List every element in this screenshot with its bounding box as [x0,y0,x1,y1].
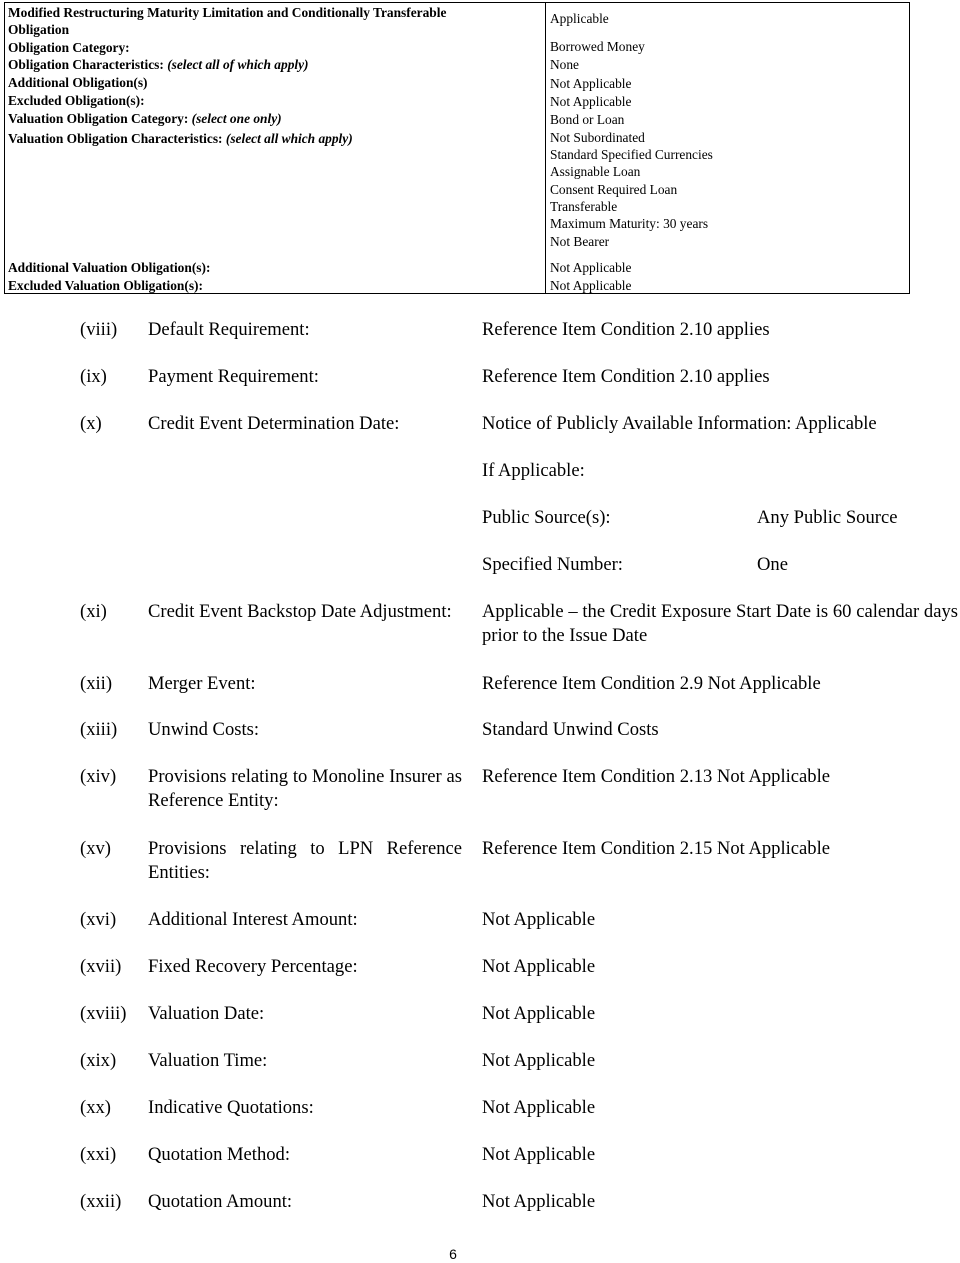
item-number: (xv) [80,838,111,859]
item-number: (xx) [80,1097,111,1118]
item-value: Not Applicable [482,1003,596,1024]
specified-number-value: One [757,554,788,575]
table-left-cell: Obligation Characteristics: (select all of which apply) [8,57,309,72]
table-right-cell: None [550,57,580,72]
item-label: Provisions relating to LPN Reference Entities: [148,838,462,883]
table-left-cell: Obligation Category: [8,40,130,55]
item-label: Valuation Time: [148,1050,268,1071]
table-right-cell: Not Applicable [550,76,632,91]
item-label: Credit Event Backstop Date Adjustment: [148,601,452,622]
item-number: (viii) [80,319,118,340]
item-label: Payment Requirement: [148,366,319,387]
item-value: Reference Item Condition 2.15 Not Applicable [482,838,831,859]
specified-number-label: Specified Number: [482,554,623,575]
table-left-cell: Additional Obligation(s) [8,75,148,90]
item-number: (xi) [80,601,107,622]
item-label: Merger Event: [148,673,256,694]
item-number: (xix) [80,1050,117,1071]
item-number: (xii) [80,673,113,694]
item-value: Reference Item Condition 2.9 Not Applicable [482,673,821,694]
item-number: (xvi) [80,909,117,930]
table-right-cell: Consent Required Loan [550,182,678,197]
item-number: (xiii) [80,719,118,740]
item-value: Not Applicable [482,956,596,977]
table-left-cell: Additional Valuation Obligation(s): [8,260,211,275]
table-right-cell: Not Applicable [550,260,632,275]
item-label: Provisions relating to Monoline Insurer as Reference Entity: [148,766,462,811]
item-value: Applicable – the Credit Exposure Start Date is 60 calendar days prior to the Issue Date [482,601,958,646]
item-value: Not Applicable [482,909,596,930]
item-label: Fixed Recovery Percentage: [148,956,358,977]
item-label: Credit Event Determination Date: [148,413,400,434]
item-number: (xvii) [80,956,122,977]
item-label: Additional Interest Amount: [148,909,358,930]
item-number: (ix) [80,366,107,387]
public-source-label: Public Source(s): [482,507,611,528]
item-value: Not Applicable [482,1191,596,1212]
table-right-cell: Maximum Maturity: 30 years [550,216,709,231]
table-left-cell: Obligation [8,22,70,37]
item-number: (xiv) [80,766,117,787]
table-left-cell: Valuation Obligation Characteristics: (select all which apply) [8,131,353,146]
public-source-value: Any Public Source [757,507,898,528]
table-right-cell: Bond or Loan [550,112,625,127]
item-value: Reference Item Condition 2.10 applies [482,319,770,340]
item-value: Not Applicable [482,1144,596,1165]
page-number: 6 [449,1246,457,1262]
table-left-cell: Modified Restructuring Maturity Limitation and Conditionally Transferable [8,5,447,20]
item-number: (x) [80,413,102,434]
item-value: Notice of Publicly Available Information: Applicable [482,413,877,434]
table-left-cell: Excluded Valuation Obligation(s): [8,278,203,293]
table-right-cell: Transferable [550,199,618,214]
obligation-table [4,2,910,294]
item-value: Reference Item Condition 2.13 Not Applicable [482,766,831,787]
table-right-cell: Not Subordinated [550,130,645,145]
item-number: (xviii) [80,1003,127,1024]
table-left-cell: Excluded Obligation(s): [8,93,145,108]
table-right-cell: Not Applicable [550,278,632,293]
item-value: Standard Unwind Costs [482,719,659,740]
table-left-cell: Valuation Obligation Category: (select one only) [8,111,282,126]
table-right-cell: Not Bearer [550,234,610,249]
item-label: Default Requirement: [148,319,310,340]
table-right-cell: Standard Specified Currencies [550,147,713,162]
item-number: (xxii) [80,1191,122,1212]
item-label: Indicative Quotations: [148,1097,314,1118]
table-column-divider [545,3,546,293]
item-number: (xxi) [80,1144,117,1165]
item-value: Not Applicable [482,1097,596,1118]
item-value: Reference Item Condition 2.10 applies [482,366,770,387]
item-value: Not Applicable [482,1050,596,1071]
item-label: Quotation Method: [148,1144,291,1165]
table-right-cell: Applicable [550,11,609,26]
table-right-cell: Borrowed Money [550,39,645,54]
table-right-cell: Assignable Loan [550,164,641,179]
item-label: Unwind Costs: [148,719,260,740]
item-label: Valuation Date: [148,1003,265,1024]
item-label: Quotation Amount: [148,1191,293,1212]
table-right-cell: Not Applicable [550,94,632,109]
